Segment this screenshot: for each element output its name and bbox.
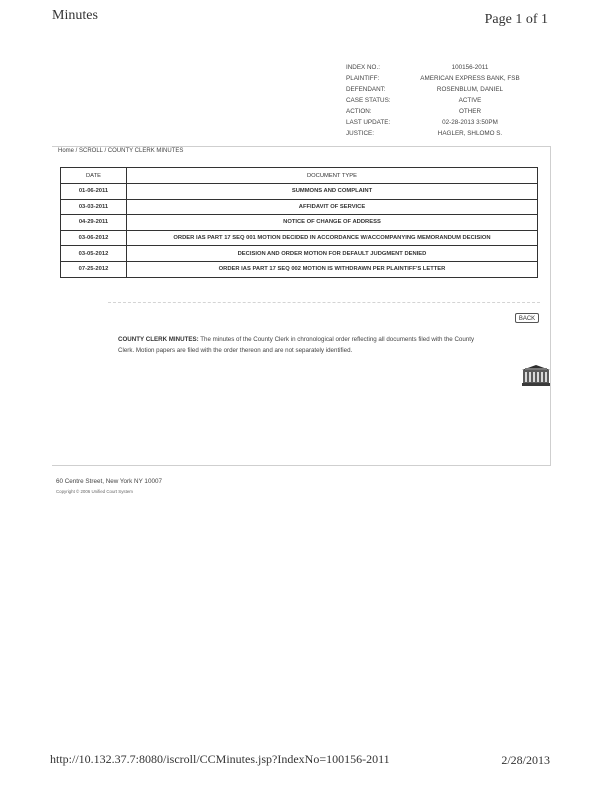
case-info-label: PLAINTIFF:	[346, 75, 380, 82]
description-label: COUNTY CLERK MINUTES:	[118, 336, 199, 343]
row-document-type[interactable]: ORDER IAS PART 17 SEQ 002 MOTION IS WITHDRAWN PER PLAINTIFF'S LETTER	[127, 261, 538, 277]
table-row	[61, 230, 538, 246]
row-document-type[interactable]: DECISION AND ORDER MOTION FOR DEFAULT JUDGMENT DENIED	[127, 246, 538, 262]
row-document-type[interactable]: NOTICE OF CHANGE OF ADDRESS	[127, 215, 538, 231]
case-info-row	[346, 128, 530, 139]
column-header-date: DATE	[61, 168, 127, 184]
print-date: 2/28/2013	[501, 753, 550, 767]
case-info-row	[346, 106, 530, 117]
row-document-type[interactable]: ORDER IAS PART 17 SEQ 001 MOTION DECIDED IN ACCORDANCE W/ACCOMPANYING MEMORANDUM DECISION	[127, 230, 538, 246]
courthouse-icon	[521, 364, 551, 386]
page-number: Page 1 of 1	[484, 12, 548, 27]
court-address: 60 Centre Street, New York NY 10007	[56, 478, 162, 485]
copyright: Copyright © 2006 Unified Court System	[56, 489, 133, 494]
case-info-label: ACTION:	[346, 108, 372, 115]
row-date: 03-06-2012	[61, 230, 127, 246]
case-info-row	[346, 84, 530, 95]
case-info-value: HAGLER, SHLOMO S.	[437, 130, 503, 137]
back-button[interactable]: BACK	[515, 313, 539, 323]
row-date: 03-05-2012	[61, 246, 127, 262]
row-document-type[interactable]: AFFIDAVIT OF SERVICE	[127, 199, 538, 215]
page-url: http://10.132.37.7:8080/iscroll/CCMinutes.jsp?IndexNo=100156-2011	[50, 752, 390, 766]
case-info-row	[346, 117, 530, 128]
row-date: 03-03-2011	[61, 199, 127, 215]
minutes-table	[60, 167, 538, 278]
case-info-value: 02-28-2013 3:50PM	[442, 119, 498, 126]
case-info-label: CASE STATUS:	[346, 97, 391, 104]
case-info-label: INDEX NO.:	[346, 64, 380, 71]
row-date: 07-25-2012	[61, 261, 127, 277]
row-date: 01-06-2011	[61, 184, 127, 200]
case-info-value: ACTIVE	[458, 97, 482, 104]
row-document-type[interactable]: SUMMONS AND COMPLAINT	[127, 184, 538, 200]
description-text: The minutes of the County Clerk in chronological order reflecting all documents filed with the County Clerk. Motion papers are filed with the order thereon and are not separately identified.	[118, 336, 475, 354]
document-title: Minutes	[52, 8, 98, 23]
case-info-row	[346, 62, 530, 73]
breadcrumb[interactable]: Home / SCROLL / COUNTY CLERK MINUTES	[58, 148, 184, 154]
table-header-row	[61, 168, 538, 184]
case-info-value: 100156-2011	[451, 64, 489, 71]
table-row	[61, 246, 538, 262]
table-row	[61, 199, 538, 215]
table-row	[61, 261, 538, 277]
case-info-label: LAST UPDATE:	[346, 119, 391, 126]
case-info-value: OTHER	[458, 108, 482, 115]
case-info-label: JUSTICE:	[346, 130, 374, 137]
description	[118, 334, 490, 356]
case-info-label: DEFENDANT:	[346, 86, 386, 93]
row-date: 04-29-2011	[61, 215, 127, 231]
case-info-row	[346, 73, 530, 84]
table-row	[61, 184, 538, 200]
case-info	[346, 62, 530, 139]
column-header-document-type: DOCUMENT TYPE	[127, 168, 538, 184]
case-info-value: AMERICAN EXPRESS BANK, FSB	[420, 75, 520, 82]
case-info-row	[346, 95, 530, 106]
case-info-value: ROSENBLUM, DANIEL	[436, 86, 504, 93]
table-row	[61, 215, 538, 231]
divider	[108, 302, 540, 303]
